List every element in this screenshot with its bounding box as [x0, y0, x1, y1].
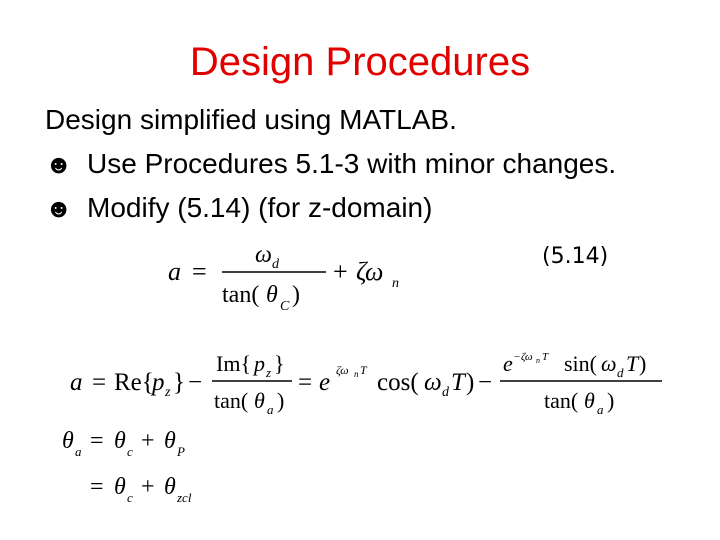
svg-text:p: p	[254, 351, 265, 376]
svg-text:c: c	[127, 444, 133, 459]
svg-text:θ: θ	[254, 388, 265, 413]
svg-text:=: =	[90, 474, 104, 500]
svg-text:a: a	[70, 369, 83, 396]
bullet-text: Modify (5.14) (for z-domain)	[87, 192, 433, 223]
svg-text:): )	[277, 388, 285, 413]
svg-text:θ: θ	[114, 428, 126, 454]
svg-text:C: C	[280, 299, 290, 314]
svg-text:θ: θ	[164, 428, 176, 454]
svg-text:cos(: cos(	[377, 369, 419, 396]
svg-text:e: e	[319, 369, 331, 396]
svg-text:−: −	[478, 369, 493, 396]
svg-text:θ: θ	[164, 474, 176, 500]
svg-text:T: T	[360, 363, 367, 377]
svg-text:T: T	[542, 351, 549, 363]
svg-text:T: T	[626, 351, 639, 376]
svg-text:θ: θ	[266, 282, 278, 308]
svg-text:ω: ω	[424, 369, 442, 396]
svg-text:z: z	[266, 365, 272, 380]
equation-5-14	[168, 242, 399, 314]
svg-text:ζω: ζω	[336, 363, 349, 377]
svg-text:sin(: sin(	[564, 351, 597, 376]
intro-text: Design simplified using MATLAB.	[45, 104, 457, 135]
svg-text:): )	[466, 369, 475, 396]
svg-text:Im{: Im{	[216, 351, 251, 376]
svg-text:ω: ω	[601, 351, 617, 376]
bullet-text: Use Procedures 5.1-3 with minor changes.	[87, 148, 617, 179]
svg-text:tan(: tan(	[222, 282, 260, 308]
svg-text:n: n	[354, 369, 359, 379]
svg-text:n: n	[392, 276, 399, 291]
svg-text:e: e	[503, 351, 513, 376]
svg-text:ω: ω	[255, 242, 272, 268]
svg-text:=: =	[92, 369, 107, 396]
svg-text:ζω: ζω	[521, 351, 533, 363]
svg-text:n: n	[536, 356, 540, 365]
svg-text:tan(: tan(	[214, 388, 249, 413]
equation-theta-a	[62, 428, 185, 459]
svg-text:=: =	[298, 369, 313, 396]
svg-text:=: =	[90, 428, 104, 454]
svg-text:}: }	[274, 351, 285, 376]
svg-text:a: a	[267, 402, 274, 417]
svg-text:): )	[639, 351, 647, 376]
svg-text:): )	[607, 388, 615, 413]
svg-text:+: +	[141, 474, 155, 500]
svg-text:−: −	[188, 369, 203, 396]
svg-text:zcl: zcl	[177, 490, 192, 505]
equation-z-domain	[70, 351, 662, 417]
svg-text:θ: θ	[584, 388, 595, 413]
svg-text:θ: θ	[62, 428, 74, 454]
svg-text:=: =	[192, 257, 207, 286]
svg-text:a: a	[75, 444, 82, 459]
svg-text:θ: θ	[114, 474, 126, 500]
svg-text:Re{: Re{	[114, 369, 154, 396]
svg-text:}: }	[173, 369, 185, 396]
svg-text:d: d	[272, 257, 279, 272]
equation-label: (5.14)	[542, 244, 609, 269]
smiley-icon: ☻	[45, 149, 73, 179]
svg-text:): )	[292, 282, 300, 308]
svg-text:T: T	[451, 369, 465, 396]
svg-text:tan(: tan(	[544, 388, 579, 413]
svg-text:+: +	[333, 257, 348, 286]
svg-text:d: d	[442, 385, 449, 400]
svg-text:−: −	[514, 351, 521, 363]
svg-text:c: c	[127, 490, 133, 505]
equation-theta-zcl	[90, 474, 192, 505]
svg-text:+: +	[141, 428, 155, 454]
svg-text:ζω: ζω	[356, 257, 384, 286]
svg-text:P: P	[177, 444, 185, 459]
svg-text:d: d	[617, 365, 624, 380]
slide-title: Design Procedures	[189, 40, 531, 84]
smiley-icon: ☻	[45, 193, 73, 223]
svg-text:p: p	[152, 369, 165, 396]
svg-text:z: z	[165, 385, 171, 400]
svg-text:a: a	[168, 257, 181, 286]
svg-text:a: a	[597, 402, 604, 417]
